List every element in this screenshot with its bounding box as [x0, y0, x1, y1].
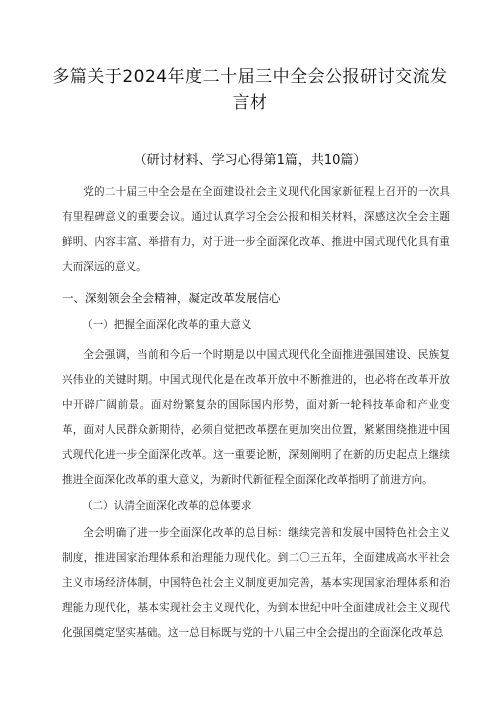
document-title: 多篇关于2024年度二十届三中全会公报研讨交流发言材 [52, 67, 448, 113]
section-heading: 一、深刻领会全会精神，凝定改革发展信心 [62, 291, 281, 305]
subsection-heading: （一）把握全面深化改革的重大意义 [82, 319, 252, 331]
subsection-heading: （二）认清全面深化改革的总体要求 [82, 500, 252, 512]
intro-paragraph: 党的二十届三中全会是在全面建设社会主义现代化国家新征程上召开的一次具有里程碑意义的重要会议。通过认真学习全会公报和相关材料，深感这次全会主题鲜明、内容丰富、举措有力，对于进一步全面深化改革、推进中国式现代化具有重大而深远的意义。 [62, 186, 450, 273]
body-paragraph: 全会明确了进一步全面深化改革的总目标：继续完善和发展中国特色社会主义制度，推进国家治理体系和治理能力现代化。到二〇三五年，全面建成高水平社会主义市场经济体制，中国特色社会主义制度更加完善，基本实现国家治理体系和治理能力现代化，基本实现社会主义现代化，为到本世纪中叶全面建成社会主义现代化强国奠定坚实基础。这一总目标既与党的十八届三中全会提出的全面深化改革总 [62, 527, 450, 639]
body-paragraph: 全会强调，当前和今后一个时期是以中国式现代化全面推进强国建设、民族复兴伟业的关键时期。中国式现代化是在改革开放中不断推进的，也必将在改革开放中开辟广阔前景。面对纷繁复杂的国际国内形势，面对新一轮科技革命和产业变革，面对人民群众新期待，必须自觉把改革摆在更加突出位置，紧紧围绕推进中国式现代化进一步全面深化改革。这一重要论断，深刻阐明了在新的历史起点上继续推进全面深化改革的重大意义，为新时代新征程全面深化改革指明了前进方向。 [62, 349, 450, 486]
document-subtitle: （研讨材料、学习心得第1篇，共10篇） [133, 153, 367, 168]
